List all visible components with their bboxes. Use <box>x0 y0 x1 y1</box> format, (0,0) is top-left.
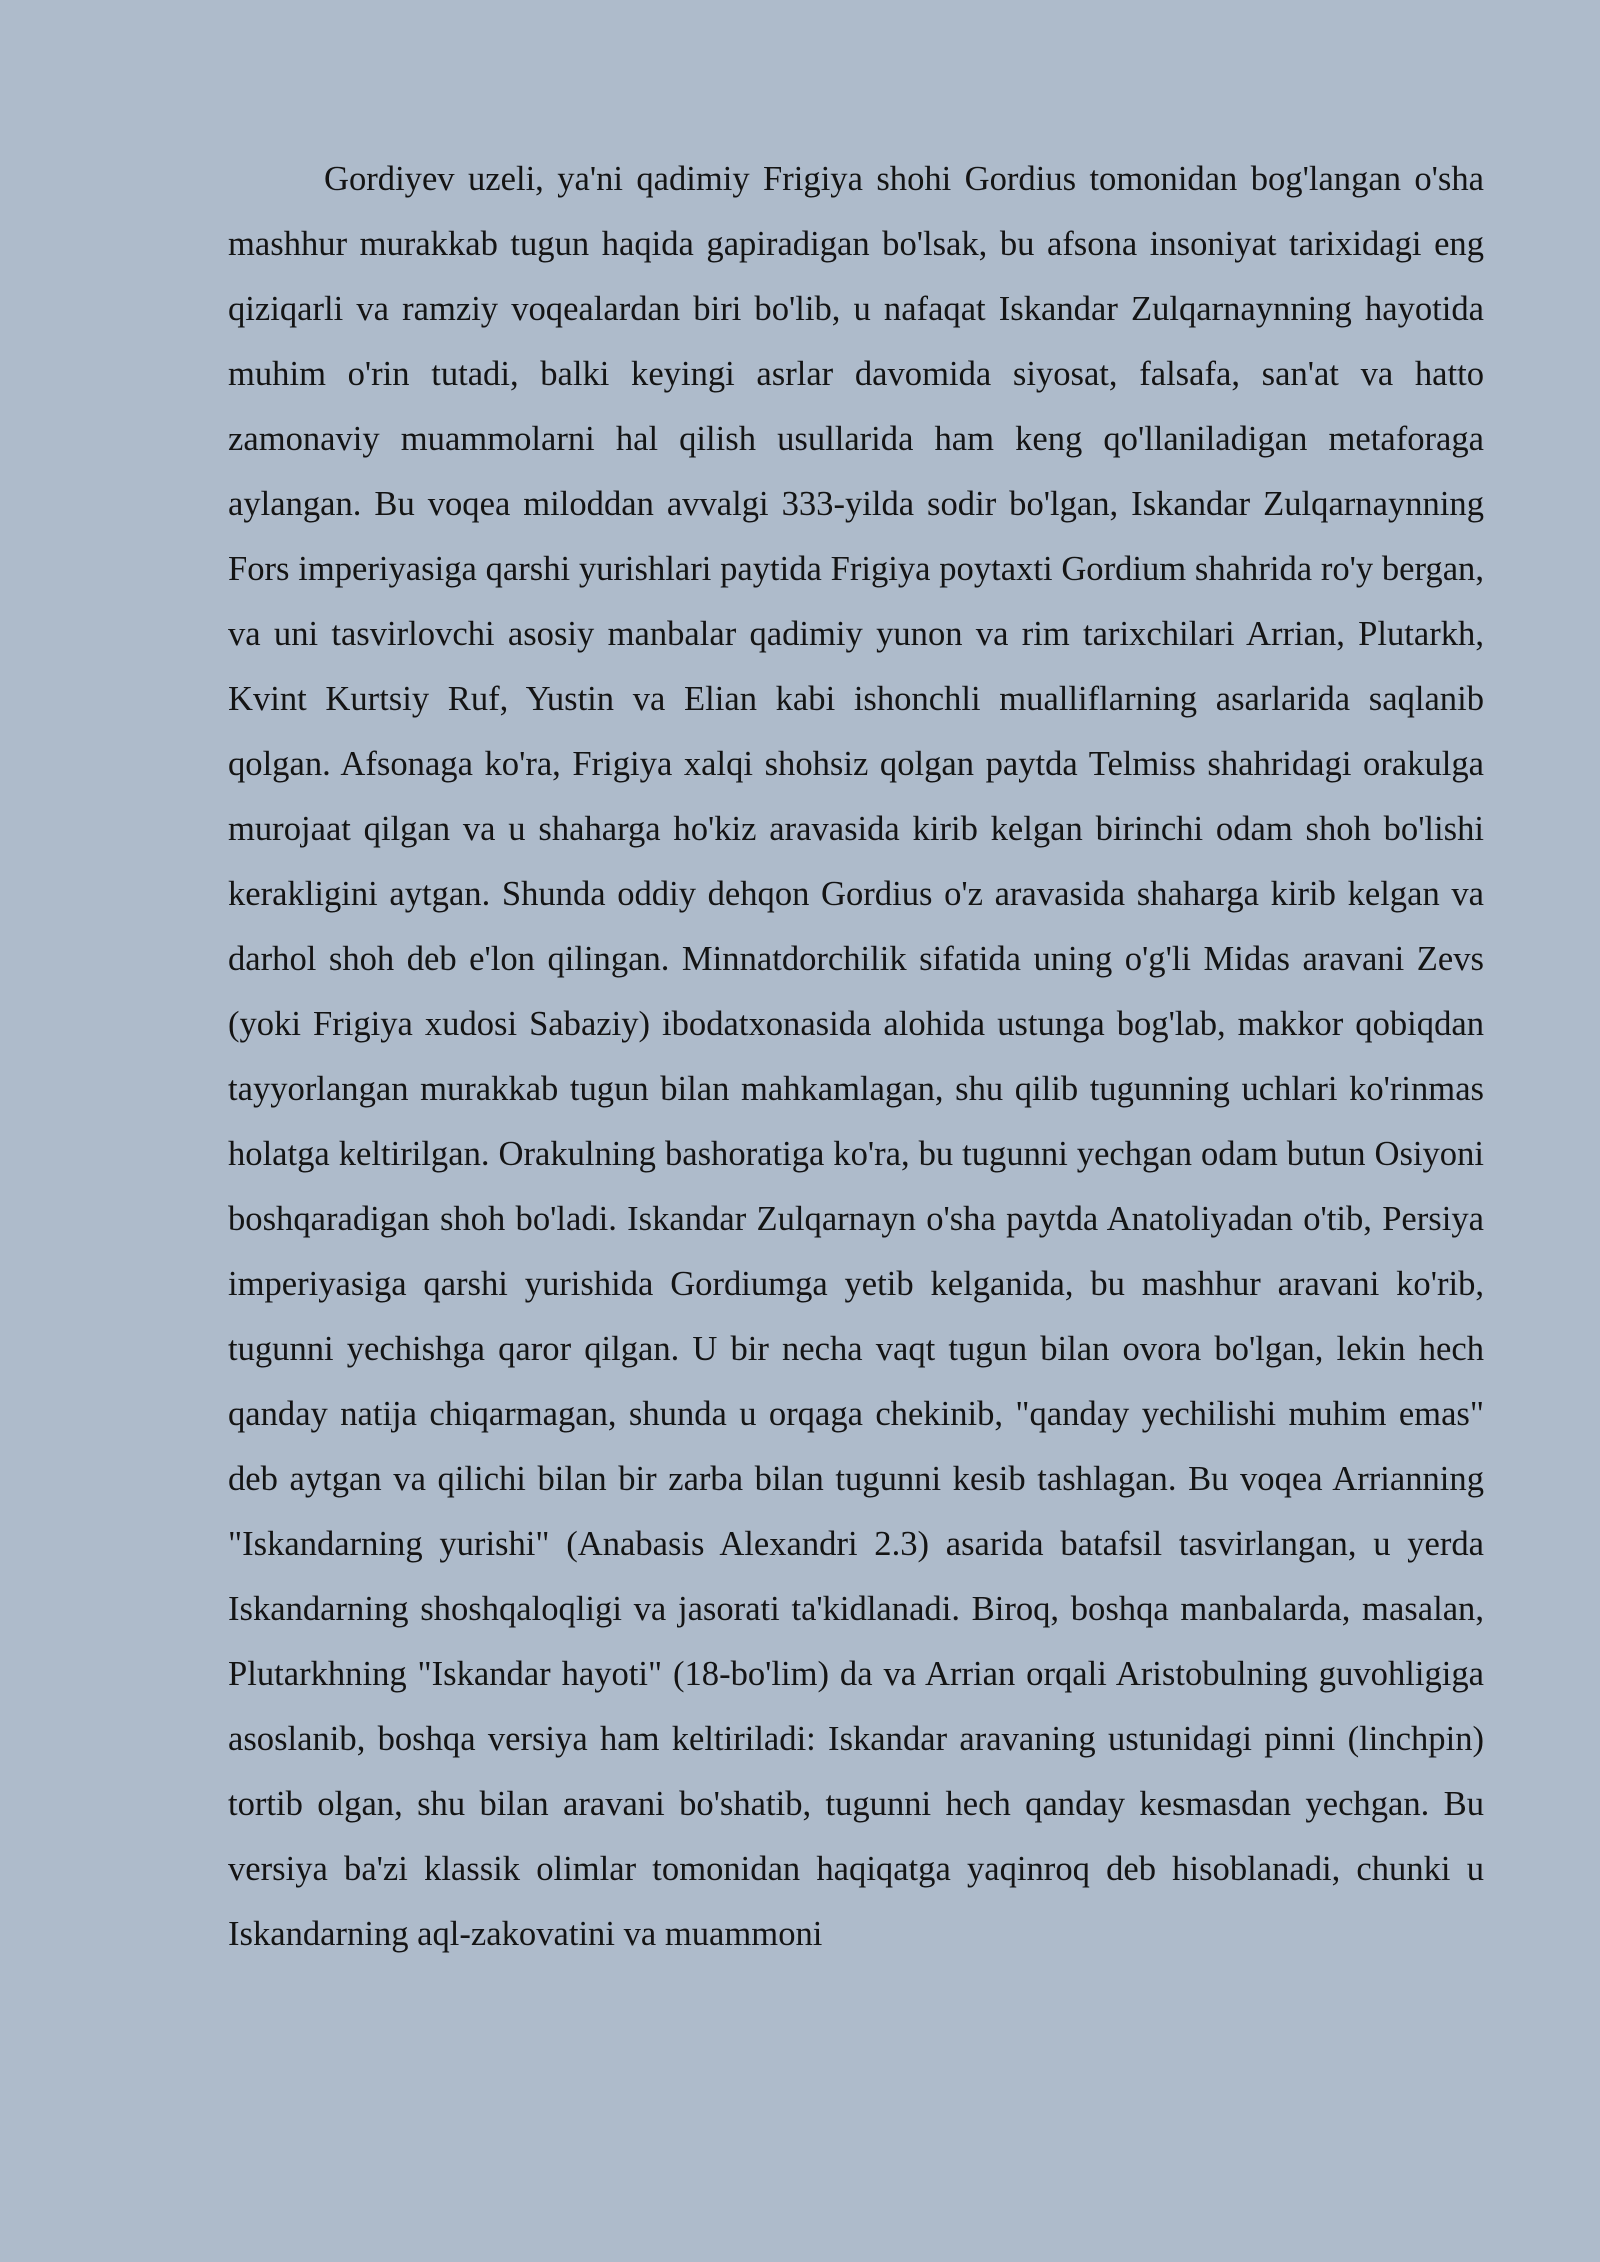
body-paragraph: Gordiyev uzeli, ya'ni qadimiy Frigiya shohi Gordius tomonidan bog'langan o'sha mashhur murakkab tugun haqida gapiradigan bo'lsak, bu afsona insoniyat tarixidagi eng qiziqarli va ramziy voqealardan biri bo'lib, u nafaqat Iskandar Zulqarnaynning hayotida muhim o'rin tutadi, balki keyingi asrlar davomida siyosat, falsafa, san'at va hatto zamonaviy muammolarni hal qilish usullarida ham keng qo'llaniladigan metaforaga aylangan. Bu voqea miloddan avvalgi 333-yilda sodir bo'lgan, Iskandar Zulqarnaynning Fors imperiyasiga qarshi yurishlari paytida Frigiya poytaxti Gordium shahrida ro'y bergan, va uni tasvirlovchi asosiy manbalar qadimiy yunon va rim tarixchilari Arrian, Plutarkh, Kvint Kurtsiy Ruf, Yustin va Elian kabi ishonchli mualliflarning asarlarida saqlanib qolgan. Afsonaga ko'ra, Frigiya xalqi shohsiz qolgan paytda Telmiss shahridagi orakulga murojaat qilgan va u shaharga ho'kiz aravasida kirib kelgan birinchi odam shoh bo'lishi kerakligini aytgan. Shunda oddiy dehqon Gordius o'z aravasida shaharga kirib kelgan va darhol shoh deb e'lon qilingan. Minnatdorchilik sifatida uning o'g'li Midas aravani Zevs (yoki Frigiya xudosi Sabaziy) ibodatxonasida alohida ustunga bog'lab, makkor qobiqdan tayyorlangan murakkab tugun bilan mahkamlagan, shu qilib tugunning uchlari ko'rinmas holatga keltirilgan. Orakulning bashoratiga ko'ra, bu tugunni yechgan odam butun Osiyoni boshqaradigan shoh bo'ladi. Iskandar Zulqarnayn o'sha paytda Anatoliyadan o'tib, Persiya imperiyasiga qarshi yurishida Gordiumga yetib kelganida, bu mashhur aravani ko'rib, tugunni yechishga qaror qilgan. U bir necha vaqt tugun bilan ovora bo'lgan, lekin hech qanday natija chiqarmagan, shunda u orqaga chekinib, "qanday yechilishi muhim emas" deb aytgan va qilichi bilan bir zarba bilan tugunni kesib tashlagan. Bu voqea Arrianning "Iskandarning yurishi" (Anabasis Alexandri 2.3) asarida batafsil tasvirlangan, u yerda Iskandarning shoshqaloqligi va jasorati ta'kidlanadi. Biroq, boshqa manbalarda, masalan, Plutarkhning "Iskandar hayoti" (18-bo'lim) da va Arrian orqali Aristobulning guvohligiga asoslanib, boshqa versiya ham keltiriladi: Iskandar aravaning ustunidagi pinni (linchpin) tortib olgan, shu bilan aravani bo'shatib, tugunni hech qanday kesmasdan yechgan. Bu versiya ba'zi klassik olimlar tomonidan haqiqatga yaqinroq deb hisoblanadi, chunki u Iskandarning aql-zakovatini va muammoni <box>228 160 1484 1953</box>
